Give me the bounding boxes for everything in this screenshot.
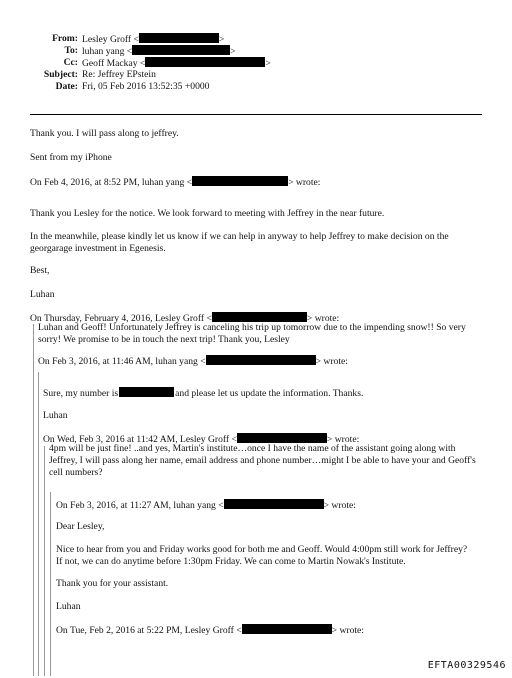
body-line: Dear Lesley, [56, 521, 105, 532]
quote-attribution: On Thursday, February 4, 2016, Lesley Groff < > wrote: [30, 313, 340, 324]
to-label: To: [64, 45, 78, 56]
body-paragraph: In the meanwhile, please kindly let us know if we can help in anyway to help Jeffrey to make decision on the georgarage investment in Egenesis. [30, 231, 449, 254]
date-label: Date: [55, 81, 78, 92]
redaction [237, 433, 327, 443]
quote-bar [33, 324, 34, 676]
body-line: Luhan [56, 601, 81, 612]
quote-attribution: On Feb 4, 2016, at 8:52 PM, luhan yang < > wrote: [30, 177, 321, 188]
document-id: EFTA00329546 [427, 659, 506, 671]
redaction [139, 33, 219, 43]
quote-bar [38, 372, 39, 676]
redaction [119, 387, 174, 397]
cc-label: Cc: [63, 57, 78, 68]
quote-bar [50, 492, 51, 676]
body-line: Thank you. I will pass along to jeffrey. [30, 128, 179, 139]
quote-attribution: On Feb 3, 2016, at 11:27 AM, luhan yang < > wrote: [56, 500, 356, 511]
body-line: Sent from my iPhone [30, 152, 112, 163]
redaction [206, 355, 316, 365]
redaction [145, 57, 265, 67]
from-label: From: [52, 33, 78, 44]
quote-attribution: On Feb 3, 2016, at 11:46 AM, luhan yang < > wrote: [38, 356, 348, 367]
subject-label: Subject: [43, 69, 78, 80]
subject-value: Re: Jeffrey EPstein [82, 69, 156, 80]
date-value: Fri, 05 Feb 2016 13:52:35 +0000 [82, 81, 210, 92]
redaction [192, 176, 288, 186]
to-value: luhan yang < > [82, 46, 236, 57]
body-line: Best, [30, 265, 50, 276]
redaction [242, 624, 332, 634]
header-divider [30, 114, 482, 115]
body-paragraph: 4pm will be just fine! ..and yes, Martin's institute…once I have the name of the assistant going along with Jeffrey, I will pass along her name, email address and phone number…might I be able to have your and Geoff's cell numbers? [49, 443, 476, 478]
email-header [0, 33, 300, 103]
from-value: Lesley Groff < > [82, 34, 225, 45]
body-line: Luhan [43, 410, 68, 421]
quote-attribution: On Tue, Feb 2, 2016 at 5:22 PM, Lesley Groff < > wrote: [56, 625, 364, 636]
redaction [132, 45, 230, 55]
quote-bar [44, 446, 45, 676]
body-paragraph: Luhan and Geoff! Unfortunately Jeffrey is canceling his trip up tomorrow due to the impending snow!! So very sorry! We promise to be in touch the next trip! Thank you, Lesley [38, 322, 466, 345]
body-line: Sure, my number is and please let us update the information. Thanks. [43, 388, 364, 399]
body-paragraph: Nice to hear from you and Friday works good for both me and Geoff. Would 4:00pm still work for Jeffrey? If not, we can do anytime before 1:30pm Friday. We can come to Martin Nowak's Institute. [56, 544, 468, 567]
body-line: Thank you for your assistant. [56, 578, 169, 589]
redaction [224, 499, 324, 509]
body-line: Thank you Lesley for the notice. We look forward to meeting with Jeffrey in the near future. [30, 208, 385, 219]
redaction [212, 312, 307, 322]
cc-value: Geoff Mackay < > [82, 58, 271, 69]
quote-attribution: On Wed, Feb 3, 2016 at 11:42 AM, Lesley Groff < > wrote: [43, 434, 360, 445]
body-line: Luhan [30, 289, 55, 300]
